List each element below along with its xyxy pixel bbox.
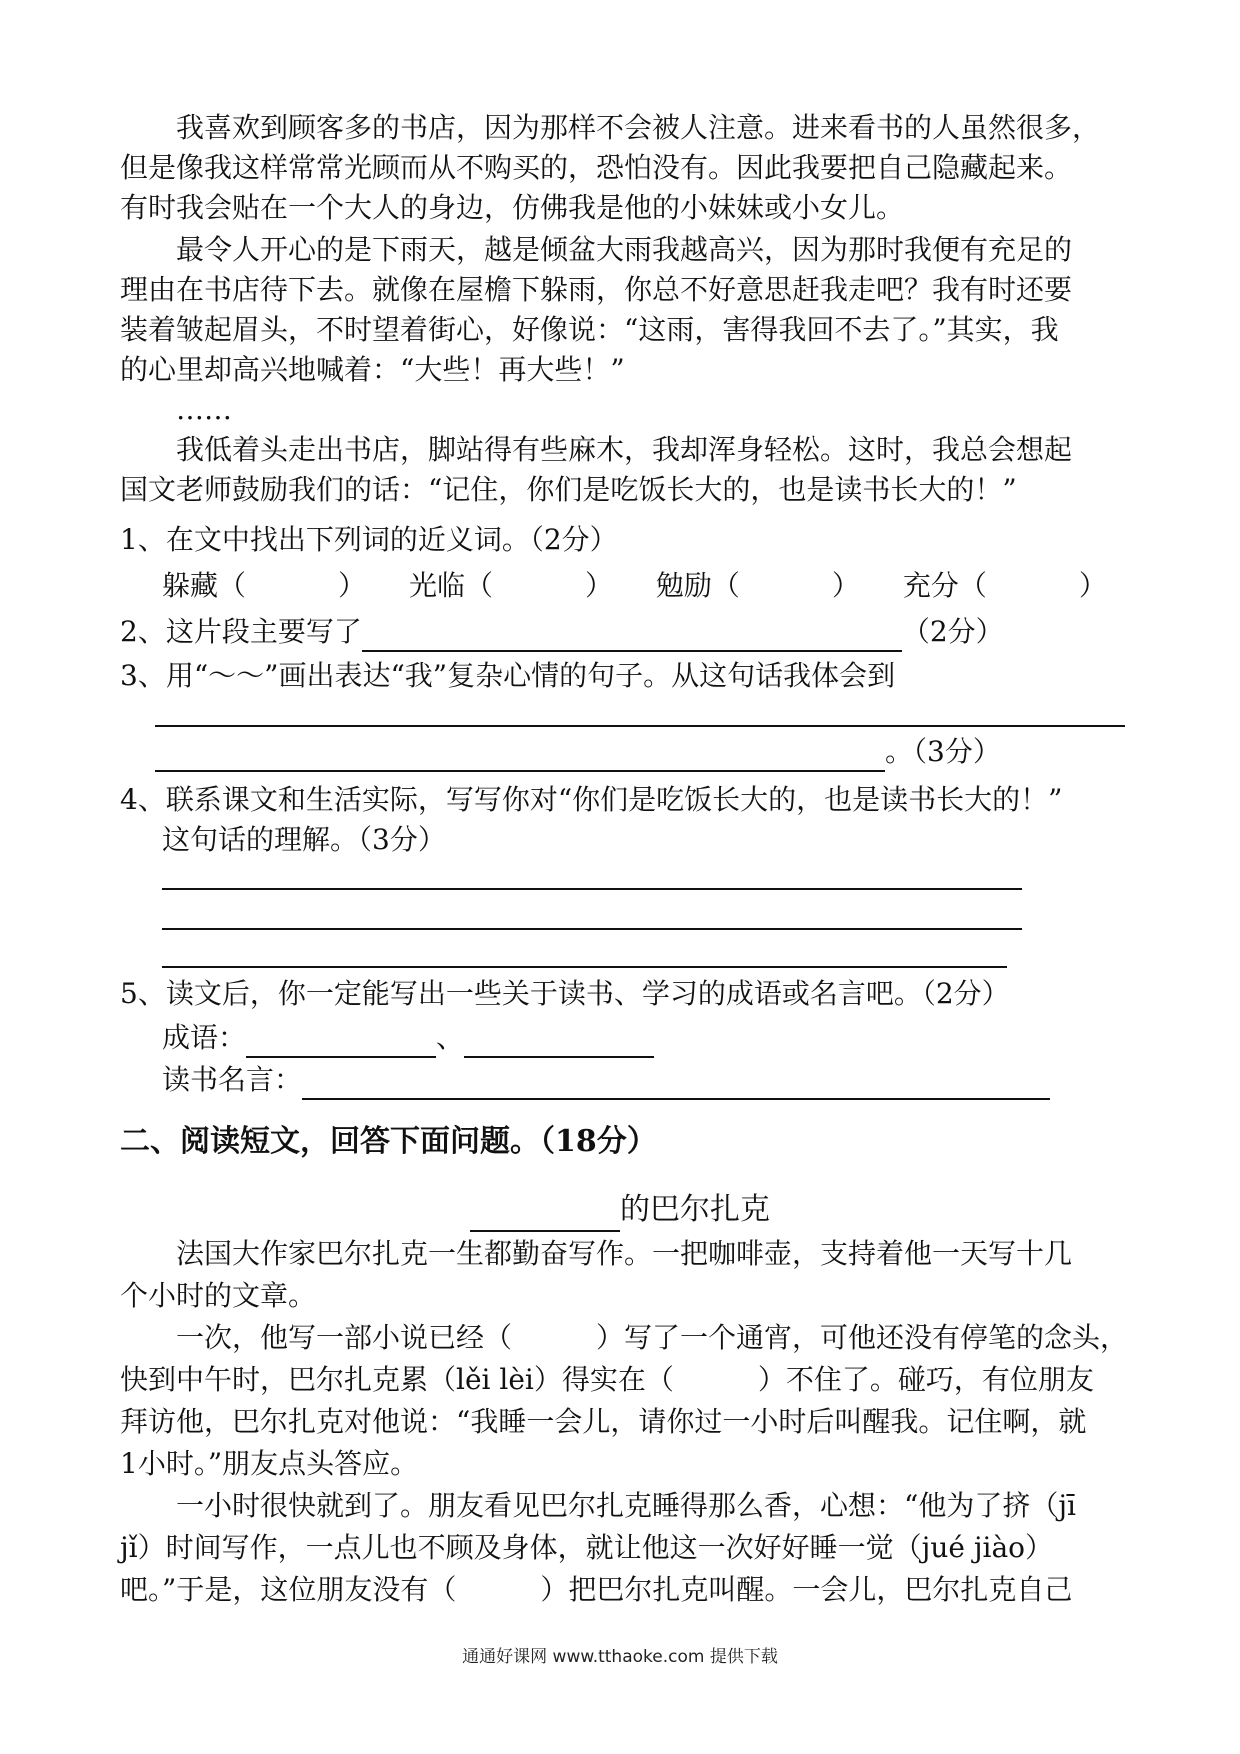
question-3-end: 。（3分）	[155, 732, 1165, 772]
passage-line: 理由在书店待下去。就像在屋檐下躲雨，你总不好意思赶我走吧？我有时还要	[120, 273, 1073, 306]
quote-row: 读书名言：	[162, 1060, 1172, 1100]
idiom-blank[interactable]	[464, 1026, 654, 1058]
question-4: 4、联系课文和生活实际，写写你对“你们是吃饭长大的，也是读书长大的！”	[120, 783, 1063, 816]
passage-line: 我喜欢到顾客多的书店，因为那样不会被人注意。进来看书的人虽然很多，	[176, 111, 1101, 144]
passage-line: 国文老师鼓励我们的话：“记住，你们是吃饭长大的，也是读书长大的！”	[120, 473, 1017, 506]
ellipsis: ……	[176, 393, 232, 426]
passage-line: 有时我会贴在一个大人的身边，仿佛我是他的小妹妹或小女儿。	[120, 191, 905, 224]
synonym-item[interactable]: 光临（ ）	[408, 569, 613, 602]
synonym-item[interactable]: 躲藏（ ）	[162, 569, 367, 602]
answer-line[interactable]	[162, 928, 1022, 930]
story-line: 法国大作家巴尔扎克一生都勤奋写作。一把咖啡壶，支持着他一天写十几	[176, 1237, 1073, 1270]
story-line: 快到中午时，巴尔扎克累（lěi lèi）得实在（ ）不住了。碰巧，有位朋友	[120, 1363, 1094, 1396]
answer-line[interactable]	[162, 966, 1007, 968]
story-title: 的巴尔扎克	[470, 1188, 770, 1232]
page-footer: 通通好课网 www.tthaoke.com 提供下载	[462, 1647, 778, 1667]
passage-line: 装着皱起眉头，不时望着街心，好像说：“这雨，害得我回不去了。”其实，我	[120, 313, 1059, 346]
idiom-blank[interactable]	[246, 1026, 436, 1058]
question-4-cont: 这句话的理解。（3分）	[162, 823, 446, 856]
question-3: 3、用“～～”画出表达“我”复杂心情的句子。从这句话我体会到	[120, 659, 896, 692]
story-line: 吧。”于是，这位朋友没有（ ）把巴尔扎克叫醒。一会儿，巴尔扎克自己	[120, 1573, 1073, 1606]
question-5: 5、读文后，你一定能写出一些关于读书、学习的成语或名言吧。（2分）	[120, 977, 1010, 1010]
passage-line: 但是像我这样常常光顾而从不购买的，恐怕没有。因此我要把自己隐藏起来。	[120, 151, 1073, 184]
story-line: 一小时很快就到了。朋友看见巴尔扎克睡得那么香，心想：“他为了挤（jī	[176, 1489, 1076, 1522]
answer-blank[interactable]	[155, 740, 885, 772]
passage-line: 我低着头走出书店，脚站得有些麻木，我却浑身轻松。这时，我总会想起	[176, 433, 1073, 466]
idiom-row: 成语： 、	[162, 1018, 1172, 1058]
passage-line: 的心里却高兴地喊着：“大些！再大些！”	[120, 353, 625, 386]
story-line: 拜访他，巴尔扎克对他说：“我睡一会儿，请你过一小时后叫醒我。记住啊，就	[120, 1405, 1087, 1438]
quote-blank[interactable]	[302, 1068, 1050, 1100]
passage-line: 最令人开心的是下雨天，越是倾盆大雨我越高兴，因为那时我便有充足的	[176, 233, 1073, 266]
question-2: 2、这片段主要写了 （2分）	[120, 612, 1130, 652]
section-heading: 二、阅读短文，回答下面问题。（18分）	[120, 1124, 657, 1159]
synonym-item[interactable]: 勉励（ ）	[655, 569, 860, 602]
answer-line[interactable]	[155, 725, 1125, 727]
story-line: 一次，他写一部小说已经（ ）写了一个通宵，可他还没有停笔的念头，	[176, 1321, 1129, 1354]
title-blank[interactable]	[470, 1200, 620, 1232]
question-1: 1、在文中找出下列词的近义词。（2分）	[120, 523, 618, 556]
story-line: jǐ）时间写作，一点儿也不顾及身体，就让他这一次好好睡一觉（jué jiào）	[120, 1531, 1054, 1564]
story-line: 1小时。”朋友点头答应。	[120, 1447, 419, 1480]
synonym-row	[162, 566, 1172, 606]
answer-blank[interactable]	[362, 620, 902, 652]
synonym-item[interactable]: 充分（ ）	[902, 569, 1107, 602]
story-line: 个小时的文章。	[120, 1279, 317, 1312]
answer-line[interactable]	[162, 888, 1022, 890]
